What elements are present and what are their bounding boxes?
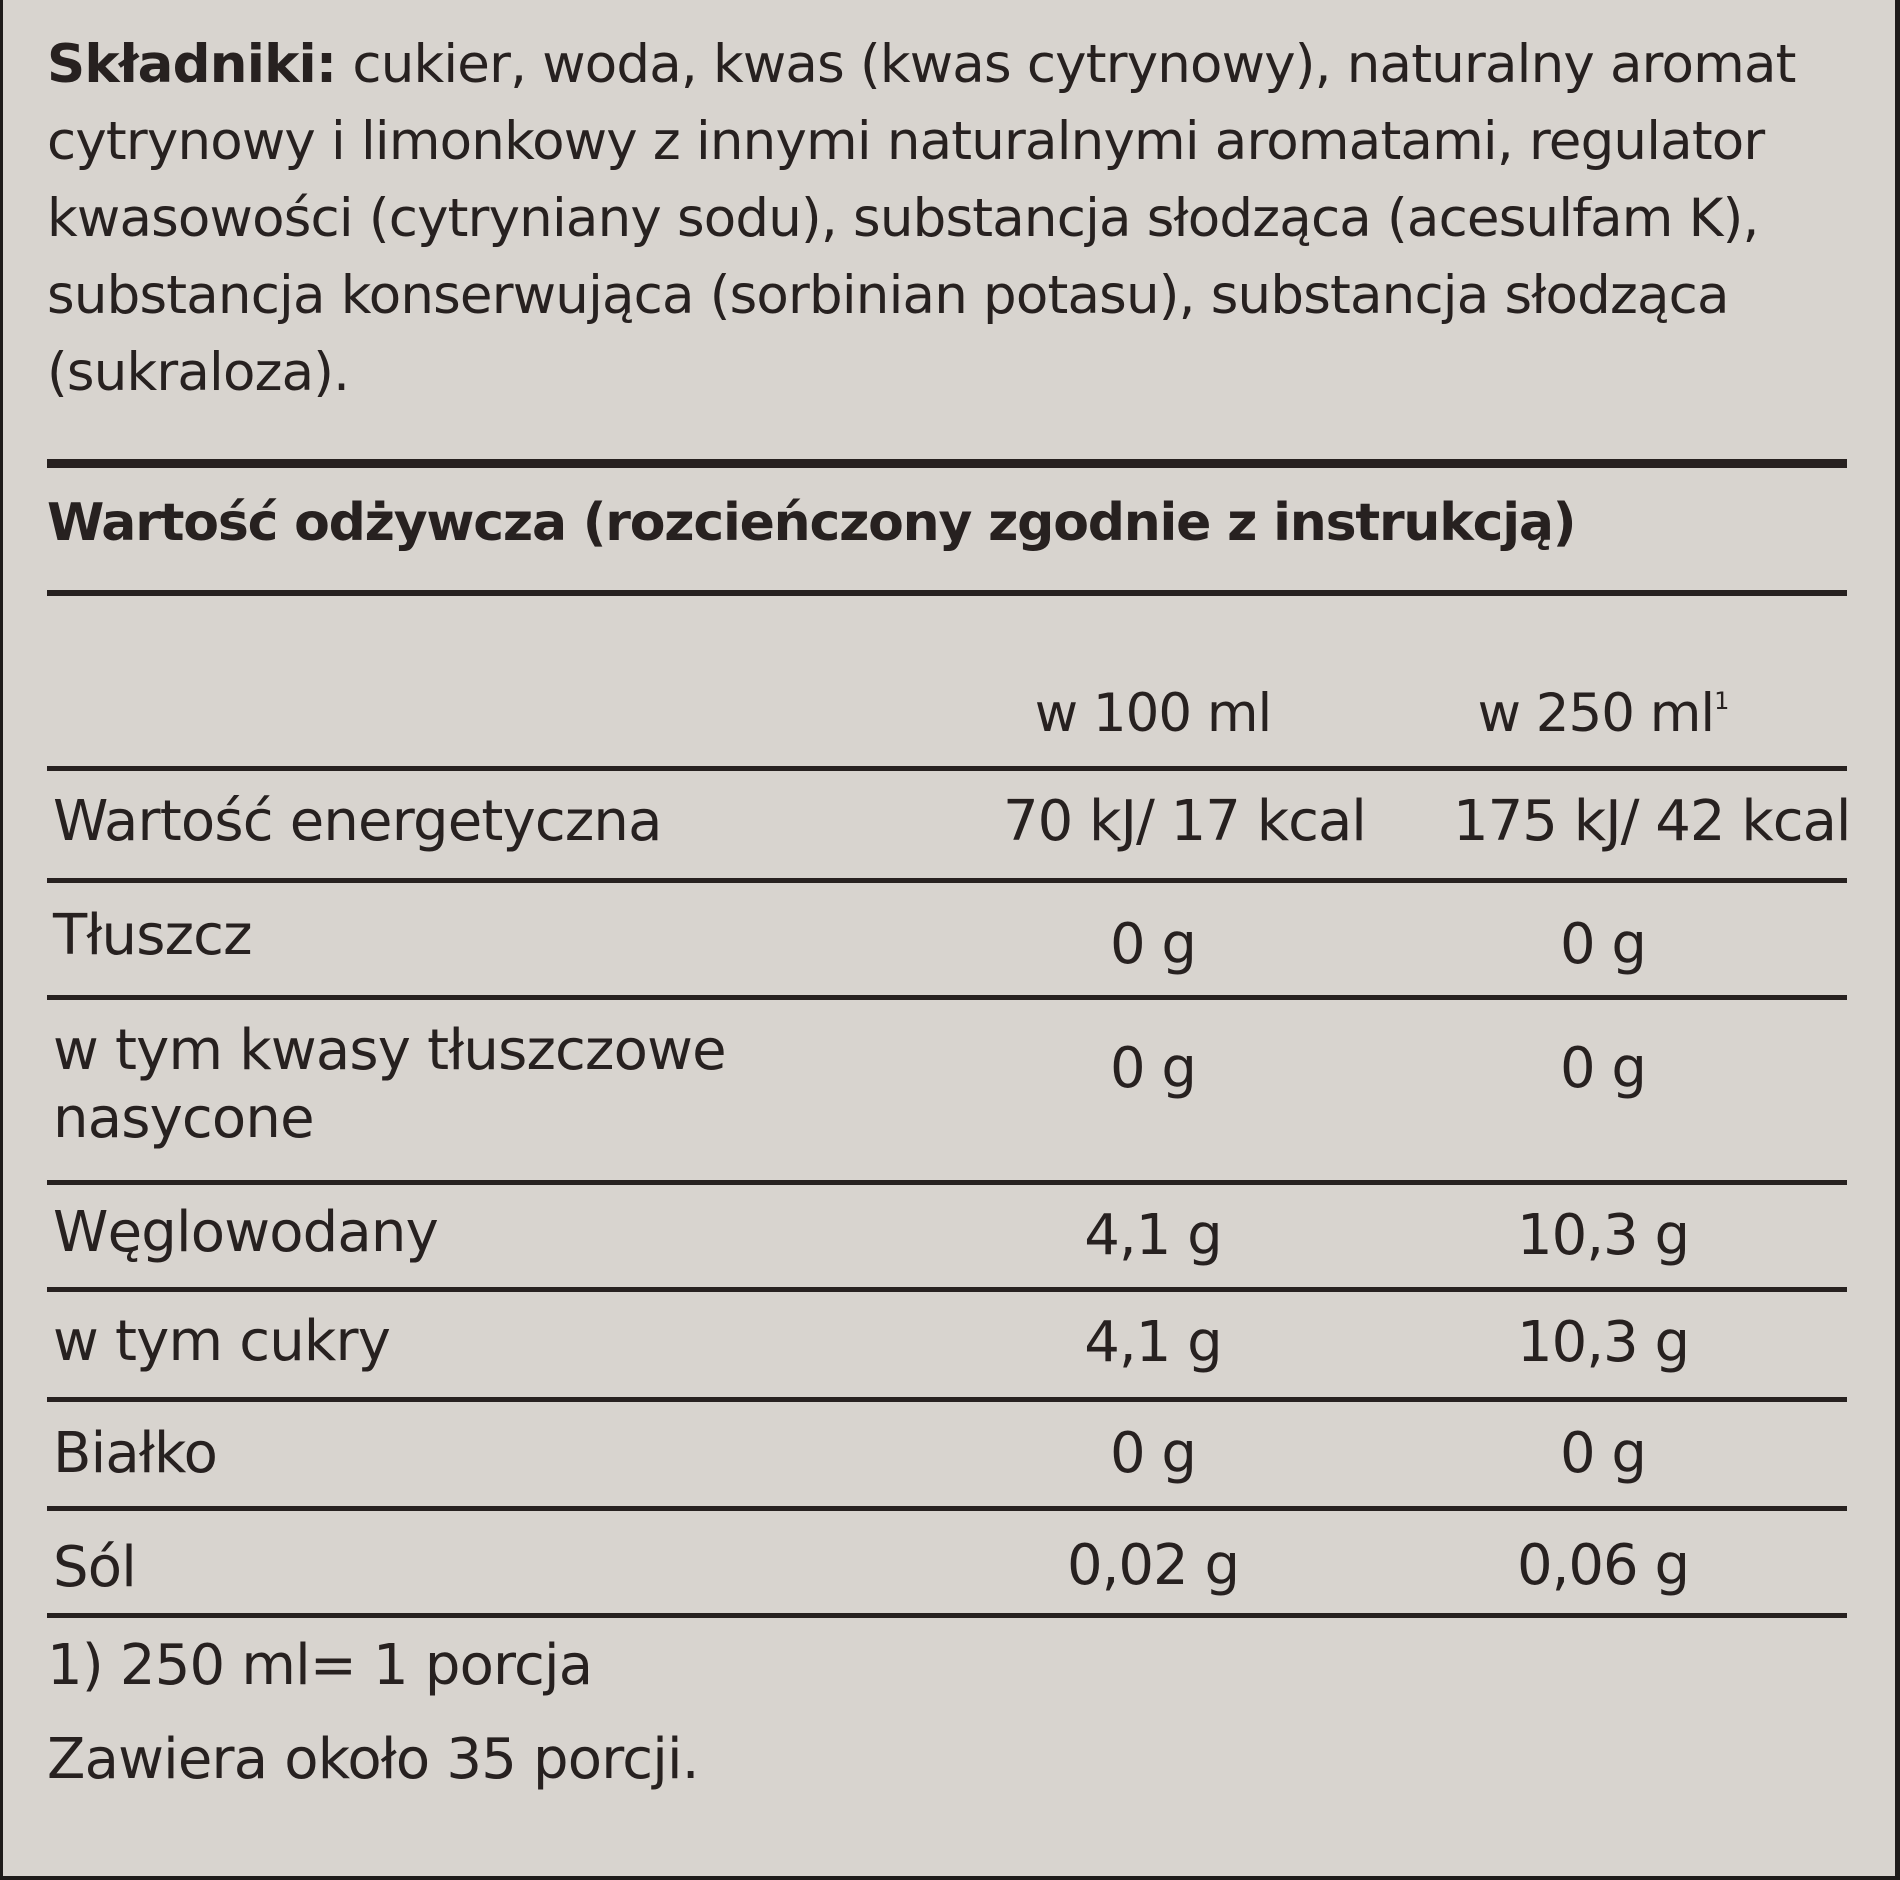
row-divider xyxy=(47,995,1847,1000)
row-divider xyxy=(47,1287,1847,1292)
cell-saturated-100ml: 0 g xyxy=(1110,1036,1196,1101)
row-divider xyxy=(47,1180,1847,1185)
cell-sugars-250ml: 10,3 g xyxy=(1516,1310,1690,1375)
row-divider xyxy=(47,766,1847,771)
cell-saturated-250ml: 0 g xyxy=(1560,1036,1646,1101)
row-divider xyxy=(47,1506,1847,1511)
row-divider xyxy=(47,878,1847,883)
footnote-portion: 1) 250 ml= 1 porcja xyxy=(47,1633,593,1698)
row-divider xyxy=(47,1613,1847,1618)
column-header-250ml xyxy=(1453,683,1753,744)
row-label-energy: Wartość energetyczna xyxy=(53,789,662,854)
row-label-carbohydrates: Węglowodany xyxy=(53,1200,438,1265)
ingredients-text xyxy=(47,26,1847,411)
footnote-servings: Zawiera około 35 porcji. xyxy=(47,1727,699,1792)
footnote-mark: 1 xyxy=(1714,687,1729,715)
ingredients-list: cukier, woda, kwas (kwas cytrynowy), naturalny aromat cytrynowy i limonkowy z innymi naturalnymi aromatami, regulator kwasowości (cytryniany sodu), substancja słodząca (acesulfam K), substancja konserwująca (sorbinian potasu), substancja słodząca (sukraloza). xyxy=(47,34,1796,403)
cell-carbohydrates-100ml: 4,1 g xyxy=(1084,1203,1222,1268)
cell-protein-250ml: 0 g xyxy=(1560,1421,1646,1486)
row-label-saturated-line2: nasycone xyxy=(53,1086,314,1151)
ingredients-label: Składniki: xyxy=(47,34,337,95)
nutrition-heading: Wartość odżywcza (rozcieńczony zgodnie z instrukcją) xyxy=(47,493,1576,553)
column-header-100ml: w 100 ml xyxy=(1034,683,1272,744)
cell-salt-250ml: 0,06 g xyxy=(1516,1533,1690,1598)
cell-salt-100ml: 0,02 g xyxy=(1066,1533,1240,1598)
cell-sugars-100ml: 4,1 g xyxy=(1084,1310,1222,1375)
cell-fat-100ml: 0 g xyxy=(1110,912,1196,977)
divider-heading xyxy=(47,590,1847,596)
divider-top xyxy=(47,459,1847,468)
nutrition-label-panel xyxy=(3,0,1895,1876)
row-label-saturated-line1: w tym kwasy tłuszczowe xyxy=(53,1018,726,1083)
cell-energy-100ml: 70 kJ/ 17 kcal xyxy=(1003,789,1366,854)
row-label-sugars: w tym cukry xyxy=(53,1309,391,1374)
row-divider xyxy=(47,1397,1847,1402)
cell-fat-250ml: 0 g xyxy=(1560,912,1646,977)
cell-protein-100ml: 0 g xyxy=(1110,1421,1196,1486)
cell-carbohydrates-250ml: 10,3 g xyxy=(1516,1203,1690,1268)
column-header-250ml-label: w 250 ml xyxy=(1477,683,1715,744)
row-label-protein: Białko xyxy=(53,1421,218,1486)
row-label-salt: Sól xyxy=(53,1535,136,1600)
cell-energy-250ml: 175 kJ/ 42 kcal xyxy=(1453,789,1851,854)
row-label-fat: Tłuszcz xyxy=(53,903,252,968)
